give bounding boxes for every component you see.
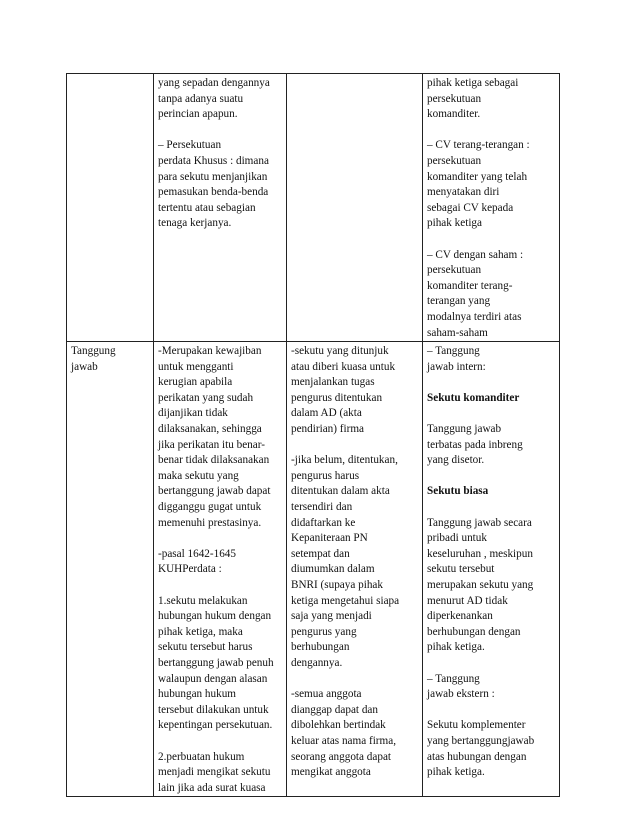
text-line: bertanggung jawab dapat [158,485,271,498]
text-line: -jika belum, ditentukan, [291,454,398,467]
row-label-cell [67,342,154,797]
text-line: dianggap dapat dan [291,703,378,716]
cell-r2-c3 [287,342,423,797]
text-line: pihak ketiga. [427,766,485,779]
text-line: dalam AD (akta [291,407,362,420]
cell-paragraph [427,138,555,232]
text-line: yang disetor. [427,454,485,467]
cell-r1-c3 [287,74,423,342]
text-line: berhubungan dengan [427,625,521,638]
text-line: jika perikatan itu benar- [158,438,265,451]
text-line: yang sepadan dengannya [158,77,270,89]
row-label-line: jawab [71,360,98,373]
text-line: perikatan yang sudah [158,391,254,404]
text-line: saja yang menjadi [291,610,372,623]
text-line: modalnya terdiri atas [427,310,522,323]
text-line: – Tanggung [427,345,480,358]
text-line: sekutu tersebut harus [158,641,253,654]
text-line: pihak ketiga [427,217,482,230]
text-line: BNRI (supaya pihak [291,579,383,591]
text-line: Tanggung jawab [427,423,502,436]
text-line: pendirian) firma [291,423,364,436]
text-line: ditentukan dalam akta [291,485,390,498]
text-line: pribadi untuk [427,532,487,545]
text-line: yang bertanggungjawab [427,734,535,747]
cell-paragraph [427,484,555,500]
text-line: memenuhi prestasinya. [158,516,262,529]
row-label-line: Tanggung [71,345,116,358]
text-line: jawab ekstern : [427,688,495,701]
text-line: -Merupakan kewajiban [158,345,262,358]
text-line: perdata Khusus : dimana [158,154,269,167]
text-line: hubungan hukum [158,688,236,701]
table-row [67,342,560,797]
text-line: -pasal 1642-1645 [158,547,236,560]
cell-paragraph [427,344,555,375]
text-line: Kepaniteraan PN [291,532,368,545]
cell-paragraph [427,422,555,469]
text-line: – Persekutuan [158,139,222,152]
text-line: keluar atas nama firma, [291,734,396,747]
cell-r1-c4 [423,74,560,342]
text-line: 2.perbuatan hukum [158,750,245,763]
text-line: tersendiri dan [291,501,353,514]
text-line: dilaksanakan, sehingga [158,423,262,436]
text-line: tersebut dilakukan untuk [158,703,269,716]
text-line: tertentu atau sebagian [158,201,256,214]
cell-paragraph [427,672,555,703]
text-line: -sekutu yang ditunjuk [291,345,389,358]
text-line: keseluruhan , meskipun [427,547,533,560]
cell-paragraph [427,76,555,123]
cell-r2-c4 [423,342,560,797]
text-line: ketiga mengetahui siapa [291,594,400,607]
text-line: persekutuan [427,92,482,105]
text-line: terangan yang [427,295,491,308]
text-line: pemasukan benda-benda [158,186,269,199]
text-line: – CV dengan saham : [427,248,524,261]
text-line: menjadi mengikat sekutu [158,766,271,779]
text-line: kerugian apabila [158,376,233,389]
text-line: berhubungan [291,641,350,654]
text-line: pengurus yang [291,625,357,638]
text-line: diumumkan dalam [291,563,375,576]
text-line: pihak ketiga, maka [158,625,243,638]
text-line: – CV terang-terangan : [427,139,530,152]
text-line: seorang anggota dapat [291,750,392,763]
text-line: walaupun dengan alasan [158,672,268,685]
cell-paragraph [291,453,418,671]
text-line: sebagai CV kepada [427,201,514,214]
text-line: lain jika ada surat kuasa [158,781,266,794]
text-line: komanditer yang telah [427,170,528,183]
text-line: persekutuan [427,264,482,277]
text-line: persekutuan [427,154,482,167]
text-line: tanpa adanya suatu [158,92,244,105]
cell-paragraph [158,344,282,531]
cell-paragraph [427,516,555,656]
cell-paragraph [291,344,418,438]
text-line: maka sekutu yang [158,469,239,482]
cell-paragraph [291,687,418,781]
cell-r2-c2 [154,342,287,797]
text-line: menurut AD tidak [427,594,508,607]
cell-paragraph [427,718,555,780]
text-line: para sekutu menjanjikan [158,170,268,183]
table-row [67,74,560,342]
text-line: menyatakan diri [427,186,500,199]
text-line: merupakan sekutu yang [427,579,534,591]
text-line: pihak ketiga sebagai [427,77,519,89]
cell-paragraph [158,547,282,578]
text-line: setempat dan [291,547,350,560]
text-line: KUHPerdata : [158,563,222,576]
text-line: pengurus harus [291,469,360,482]
text-line: jawab intern: [427,360,486,373]
text-line: perincian apapun. [158,108,238,121]
text-line: Sekutu komanditer [427,391,520,404]
text-line: atau diberi kuasa untuk [291,360,396,373]
text-line: tenaga kerjanya. [158,217,232,230]
text-line: dijanjikan tidak [158,407,228,420]
cell-paragraph [158,594,282,734]
text-line: didaftarkan ke [291,516,356,529]
text-line: Sekutu komplementer [427,719,526,732]
text-line: untuk mengganti [158,360,234,373]
cell-paragraph [427,248,555,342]
cell-r1-c2 [154,74,287,342]
text-line: – Tanggung [427,672,480,685]
text-line: terbatas pada inbreng [427,438,523,451]
text-line: 1.sekutu melakukan [158,594,248,607]
text-line: diperkenankan [427,610,493,623]
row-label-cell [67,74,154,342]
text-line: pengurus ditentukan [291,391,383,404]
text-line: menjalankan tugas [291,376,375,389]
text-line: sekutu tersebut [427,563,495,576]
text-line: Tanggung jawab secara [427,516,532,529]
text-line: pihak ketiga. [427,641,485,654]
cell-paragraph [427,391,555,407]
text-line: -semua anggota [291,688,362,701]
content-table [66,73,560,797]
text-line: atas hubungan dengan [427,750,527,763]
text-line: Sekutu biasa [427,485,489,498]
text-line: digganggu gugat untuk [158,501,262,514]
cell-paragraph [158,750,282,797]
text-line: dibolehkan bertindak [291,719,386,732]
text-line: mengikat anggota [291,766,371,779]
text-line: bertanggung jawab penuh [158,656,274,669]
text-line: komanditer terang- [427,279,513,292]
text-line: dengannya. [291,656,343,669]
text-line: hubungan hukum dengan [158,610,272,623]
text-line: benar tidak dilaksanakan [158,454,270,467]
text-line: kepentingan persekutuan. [158,719,273,732]
text-line: komanditer. [427,108,481,121]
cell-paragraph [158,76,282,123]
cell-paragraph [158,138,282,232]
text-line: saham-saham [427,326,488,339]
